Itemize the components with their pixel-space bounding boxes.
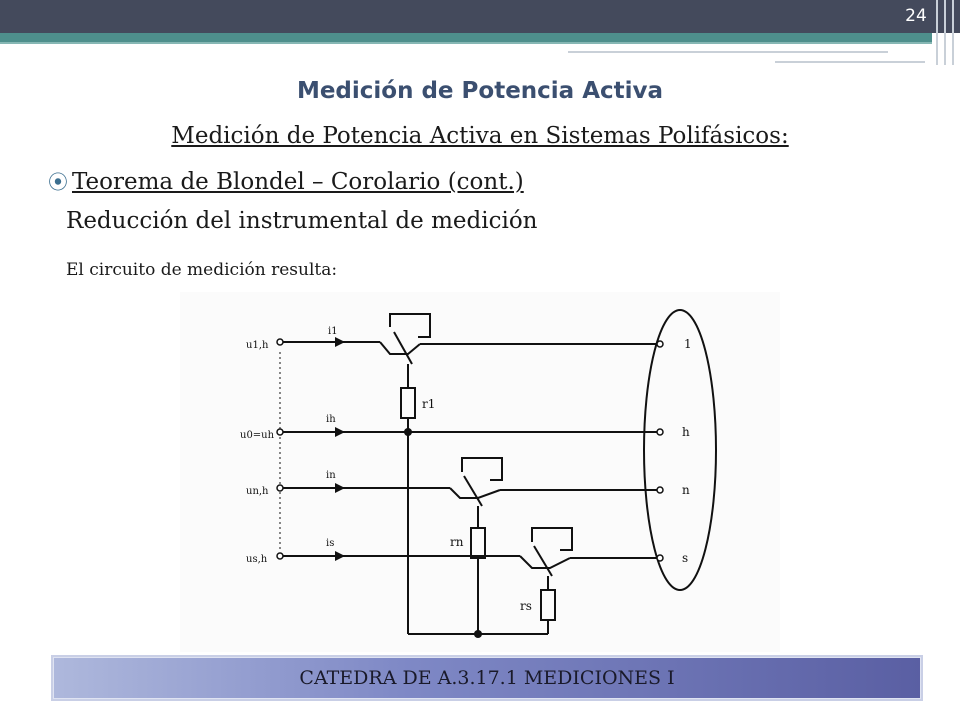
bullet-item	[48, 166, 524, 195]
page-number: 24	[905, 6, 927, 26]
input-label: u1,h	[246, 340, 269, 351]
footer-text: CATEDRA DE A.3.17.1 MEDICIONES I	[299, 667, 675, 689]
circle-bullet-icon: ⦿	[48, 170, 68, 194]
output-label: 1	[684, 337, 692, 351]
resistor-label: r1	[422, 397, 436, 411]
input-label: un,h	[246, 486, 269, 497]
bullet-text: Teorema de Blondel – Corolario (cont.)	[72, 169, 524, 195]
decor-vline	[936, 0, 938, 65]
decor-line	[775, 61, 925, 63]
slide-subtitle: Medición de Potencia Activa en Sistemas Polifásicos:	[171, 123, 789, 149]
input-label: us,h	[246, 554, 268, 565]
accent-band-light	[0, 42, 932, 44]
top-bar	[0, 0, 960, 33]
output-label: h	[682, 425, 690, 439]
current-label: is	[326, 538, 335, 549]
current-label: i1	[328, 326, 338, 337]
footer-bar	[53, 657, 921, 699]
current-label: in	[326, 470, 336, 481]
accent-band	[0, 33, 932, 42]
decor-vline	[944, 0, 946, 65]
resistor-label: rs	[520, 599, 532, 613]
resistor-label: rn	[450, 535, 464, 549]
decor-vline	[952, 0, 954, 65]
output-label: n	[682, 483, 690, 497]
circuit-svg	[180, 292, 780, 652]
output-label: s	[682, 551, 689, 565]
caption-text: El circuito de medición resulta:	[66, 260, 338, 280]
decor-line	[568, 51, 888, 53]
input-label: u0=uh	[240, 430, 275, 441]
slide-title: Medición de Potencia Activa	[296, 78, 664, 104]
circuit-diagram	[180, 292, 780, 652]
subbullet-text: Reducción del instrumental de medición	[66, 208, 538, 234]
current-label: ih	[326, 414, 336, 425]
